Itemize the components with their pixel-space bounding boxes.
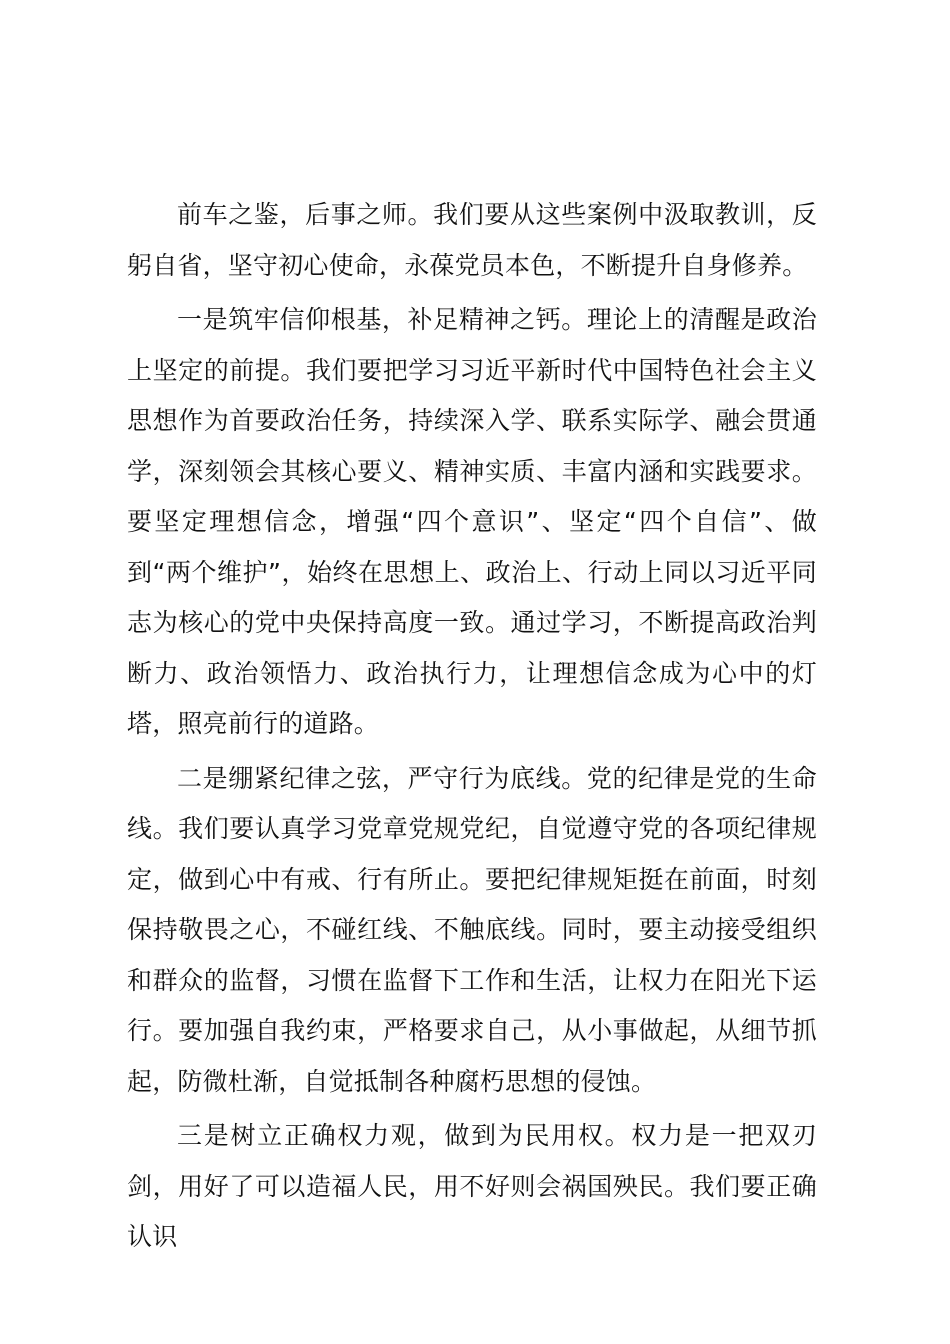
paragraph-power-view: 三是树立正确权力观，做到为民用权。权力是一把双刃剑，用好了可以造福人民，用不好则会祸国殃民。我们要正确认识 [127, 1121, 817, 1251]
document-body [127, 190, 817, 1267]
paragraph-discipline: 二是绷紧纪律之弦，严守行为底线。党的纪律是党的生命线。我们要认真学习党章党规党纪，自觉遵守党的各项纪律规定，做到心中有戒、行有所止。要把纪律规矩挺在前面，时刻保持敬畏之心，不碰红线、不触底线。同时，要主动接受组织和群众的监督，习惯在监督下工作和生活，让权力在阳光下运行。要加强自我约束，严格要求自己，从小事做起，从细节抓起，防微杜渐，自觉抵制各种腐朽思想的侵蚀。 [127, 763, 817, 1096]
paragraph-faith-foundation: 一是筑牢信仰根基，补足精神之钙。理论上的清醒是政治上坚定的前提。我们要把学习习近平新时代中国特色社会主义思想作为首要政治任务，持续深入学、联系实际学、融会贯通学，深刻领会其核心要义、精神实质、丰富内涵和实践要求。要坚定理想信念，增强“四个意识”、坚定“四个自信”、做到“两个维护”，始终在思想上、政治上、行动上同以习近平同志为核心的党中央保持高度一致。通过学习，不断提高政治判断力、政治领悟力、政治执行力，让理想信念成为心中的灯塔，照亮前行的道路。 [127, 305, 817, 738]
paragraph-lesson-intro: 前车之鉴，后事之师。我们要从这些案例中汲取教训，反躬自省，坚守初心使命，永葆党员本色，不断提升自身修养。 [127, 200, 817, 280]
